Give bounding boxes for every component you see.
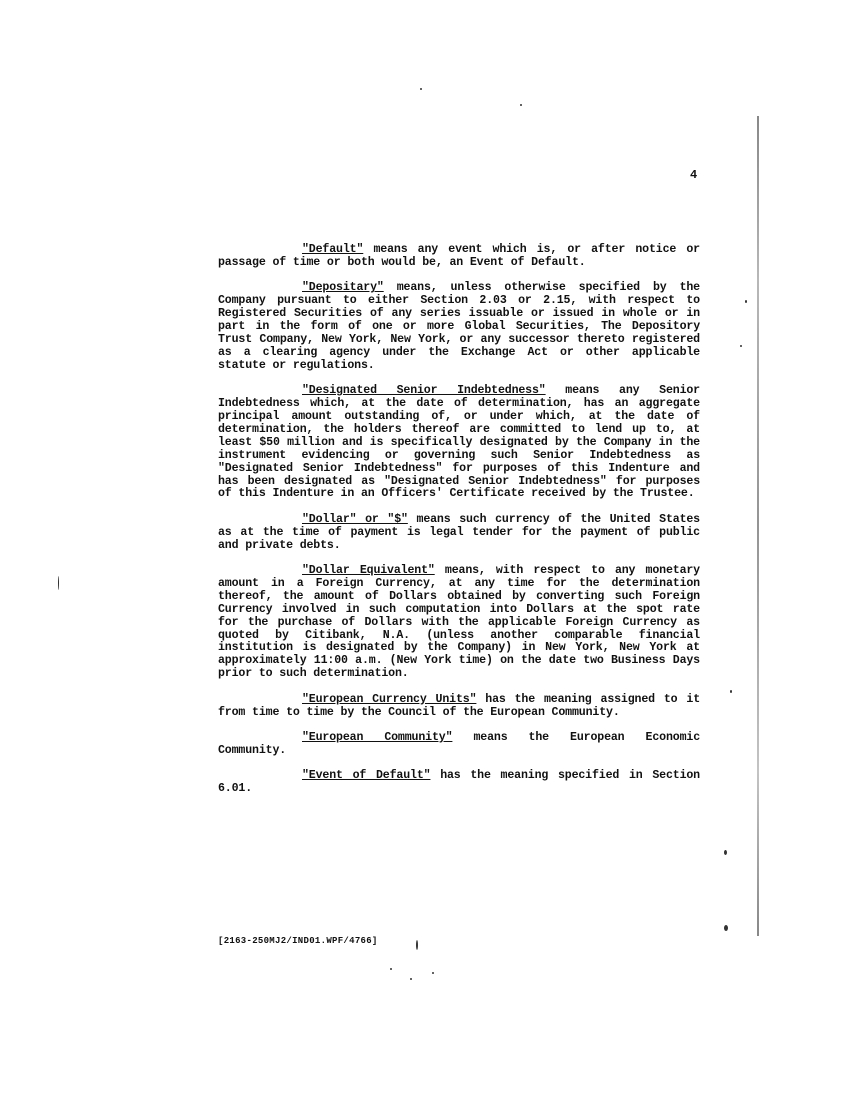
scan-speck — [740, 345, 742, 347]
defined-term: "European Currency Units" — [302, 692, 477, 706]
scan-speck — [410, 978, 412, 980]
definition-text: means, with respect to any monetary amount in a Foreign Currency, at any time for the determination thereof, the amount of Dollars obtained by converting such Foreign Currency involved in such computation into Dollars at the spot rate for the purchase of Dollars with the applicable Foreign Currency as quoted by Citibank, N.A. (unless another comparable financial institution is designated by the Company) in New York, New York at approximately 11:00 a.m. (New York time) on the date two Business Days prior to such determination. — [218, 564, 700, 681]
defined-term: "Default" — [302, 243, 364, 256]
definition-text: means any event which is, or after notice or passage of time or both would be, an Event of Default. — [218, 243, 700, 269]
scan-speck — [416, 940, 418, 950]
scan-speck — [390, 968, 392, 970]
document-footer-code: [2163-250MJ2/IND01.WPF/4766] — [218, 936, 378, 946]
definition-text: means such currency of the United States as at the time of payment is legal tender for the payment of public and private debts. — [218, 512, 700, 552]
page-number: 4 — [690, 168, 698, 182]
scan-speck — [730, 690, 732, 693]
definition-paragraph — [218, 385, 700, 501]
definition-paragraph — [218, 514, 700, 553]
defined-term: "European Community" — [302, 731, 453, 744]
scan-speck — [520, 104, 522, 106]
definitions-body — [218, 244, 700, 809]
definition-paragraph — [218, 732, 700, 758]
definition-paragraph — [218, 694, 700, 720]
scan-speck — [420, 88, 422, 90]
scan-edge-line — [757, 116, 759, 936]
definition-text: has the meaning assigned to it from time to time by the Council of the European Community. — [218, 692, 701, 719]
defined-term: "Depositary" — [302, 281, 384, 295]
scan-speck — [432, 972, 434, 974]
scan-speck — [724, 925, 728, 931]
defined-term: "Designated Senior Indebtedness" — [302, 384, 546, 398]
defined-term: "Dollar Equivalent" — [302, 564, 435, 578]
defined-term: "Dollar" or "$" — [302, 512, 408, 526]
definition-paragraph — [218, 244, 700, 270]
definition-text: means the European Economic Community. — [218, 731, 701, 757]
scan-speck — [724, 850, 727, 855]
scan-speck — [58, 576, 59, 590]
definition-paragraph — [218, 770, 700, 796]
definition-text: has the meaning specified in Section 6.01. — [218, 769, 700, 796]
definition-paragraph — [218, 565, 700, 681]
definition-text: means any Senior Indebtedness which, at the date of determination, has an aggregate principal amount outstanding of, or under which, at the date of determination, the holders thereof are committed to lend up to, at least $50 million and is specifically designated by the Company in the instrument evidencing or governing such Senior Indebtedness as "Designated Senior Indebtedness" for purposes of this Indenture and has been designated as "Designated Senior Indebtedness" for purposes of this Indenture in an Officers' Certificate received by the Trustee. — [218, 384, 700, 501]
defined-term: "Event of Default" — [302, 769, 431, 783]
definition-text: means, unless otherwise specified by the Company pursuant to either Section 2.03 or 2.15, with respect to Registered Securities of any series issuable or issued in whole or in part in the form of one or more Global Securities, The Depository Trust Company, New York, New York, or any successor thereto registered as a clearing agency under the Exchange Act or other applicable statute or regulations. — [218, 281, 700, 372]
definition-paragraph — [218, 282, 700, 372]
scan-speck — [745, 300, 747, 303]
